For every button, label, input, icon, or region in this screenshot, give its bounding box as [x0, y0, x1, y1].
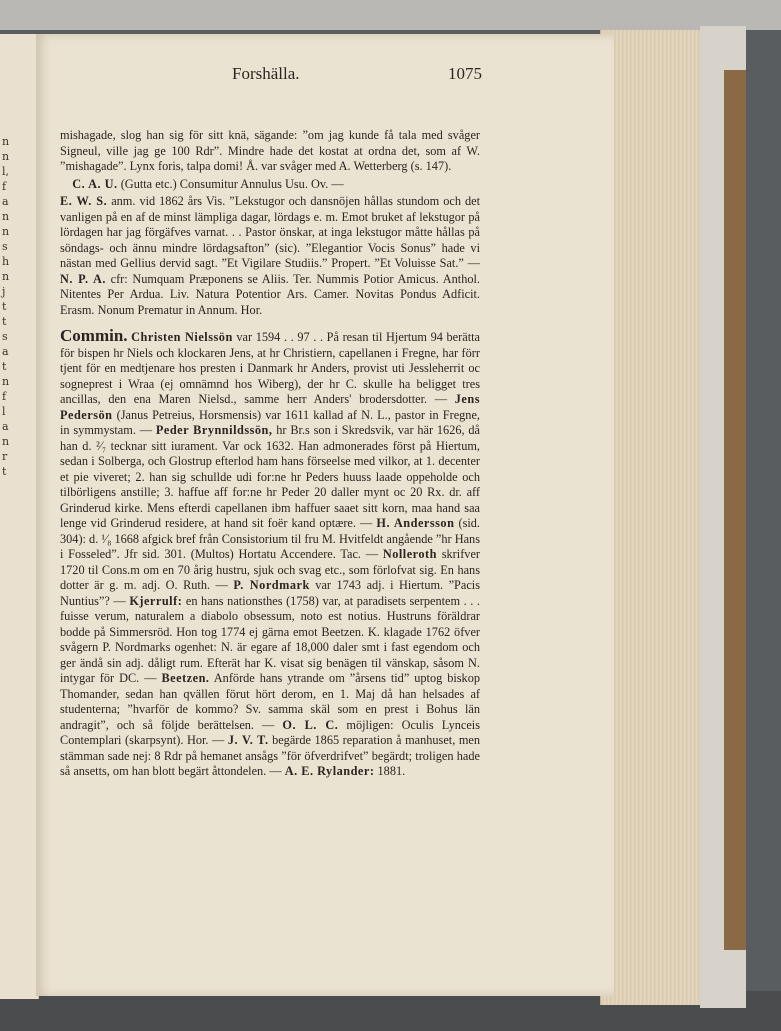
margin-letter: r — [2, 450, 8, 463]
margin-letter: t — [2, 315, 7, 328]
paragraph-text: mishagade, slog han sig för sitt knä, sägande: ”om jag kunde få tala med svåger Signeul, ville jag ge 100 Rdr”. Mindre hade det kostat at ordna det, som af W. ”mishagade”. Lynx foris, talpa domi! Å. var svåger med A. Wetterberg (s. 147). — [60, 128, 480, 173]
entry-text: Anförde hans ytrande om ”årsens tid” uptog biskop Thomander, sedan han qvällen förut hört derom, en 1. Maj då han helsades af studenterna; ”hvarför de kommo? Sv. samma skäl som en prest i Bohus län andragit”, och så följde berättelsen. — — [60, 671, 481, 732]
margin-letter: n — [2, 150, 10, 163]
entry-text: var 1594 . . 97 . . På resan til Hjertum 94 berätta för bispen hr Niels och klockaren Jens, at hr Christiern, capellanen i Fregne, har förr tjent för en medtjenare hos presten i Danmark hr Anders, provist uti Jessleherrit oc sogneprest i Wraa (ej omnämnd hos Wiberg), der hr C. skulle ha beligget tres ancillas, den ena Maren Nielsd., samme herr Anders' brodersdotter. — — [60, 330, 480, 406]
paragraph — [60, 177, 480, 193]
signature-abbrev: C. A. U. — [72, 176, 118, 191]
entry-text: (Janus Petreius, Horsmensis) var 1611 kallad af N. L., pastor in Fregne, in symmystam. — — [60, 407, 480, 437]
margin-letter: n — [2, 210, 10, 223]
margin-letter: n — [2, 375, 10, 388]
margin-letter: f — [2, 180, 7, 193]
paragraph-text: cfr: Numquam Præponens se Aliis. Ter. Nummis Potior Amicus. Anthol. Nitentes Per Ardua. Liv. Natura Potentior Ars. Camer. Novitas Pondus Adficit. Erasm. Nonum Prematur in Annum. Hor. — [60, 271, 480, 317]
margin-letter: s — [2, 240, 8, 253]
person-name: P. Nordmark — [233, 578, 310, 592]
margin-letter: t — [2, 300, 7, 313]
margin-letter: f — [2, 390, 7, 403]
person-name: O. L. C. — [282, 717, 339, 732]
left-page-margin-letters — [2, 134, 16, 479]
margin-letter: j — [2, 285, 6, 298]
margin-letter: n — [2, 225, 10, 238]
person-name: A. E. Rylander: — [284, 764, 375, 778]
page-title: Forshälla. — [232, 64, 300, 83]
margin-letter: t — [2, 360, 7, 373]
margin-letter: a — [2, 420, 9, 433]
person-name: Kjerrulf: — [129, 593, 183, 608]
margin-letter: h — [2, 255, 10, 268]
signature-abbrev: N. P. A. — [60, 271, 106, 286]
person-name: H. Andersson — [376, 516, 455, 530]
page-body — [60, 128, 480, 780]
entry-text: begärde 1865 reparation å manhuset, men stämman sade nej: 8 Rdr på hemanet ansågs ”för öfverdrifvet” begärdt; troligen hade så ansetts, om han blott begärt åttondelen. — — [60, 733, 480, 778]
margin-letter: n — [2, 135, 10, 148]
margin-letter: l — [2, 405, 6, 418]
entry-commin — [60, 328, 480, 780]
page-number: 1075 — [448, 64, 482, 83]
margin-letter: a — [2, 195, 9, 208]
margin-letter: a — [2, 345, 9, 358]
paragraph-text: (Gutta etc.) Consumitur Annulus Usu. Ov. — — [117, 176, 344, 191]
person-name: Peder Brynnildssön, — [155, 423, 273, 437]
left-facing-page — [0, 34, 39, 999]
person-name: Nolleroth — [382, 547, 437, 561]
entry-text: (sid. 304): d. ¹⁄₈ 1668 afgick bref från Consistorium til fru M. Hvitfeldt angående ”hr Hans i Fosseled”. Jfr sid. 301. (Multos) Hortatu Accendere. Tac. — — [60, 516, 480, 561]
paragraph-text: anm. vid 1862 års Vis. ”Lekstugor och dansnöjen hållas stundom och det vanligen på en af de minst lämpliga dagar, lördags e. m. Emot bruket af lekstugor på lördagen har jag förgäfves varnat. . . Pastor önskar, at inga lekstugor måtte hållas på söndags- och ännu mindre lördagsafton” (sic). ”Elegantior Vocis Sonus” hade vi nästan med Gellius dervid sagt. ”Et Vigilare Studiis.” Propert. ”Et Voluisse Sat.” — — [60, 194, 480, 270]
person-name: Christen Nielssön — [131, 330, 233, 344]
entry-text: 1881. — [374, 764, 406, 778]
person-name: J. V. T. — [227, 733, 269, 747]
margin-letter: l, — [2, 165, 10, 178]
entry-text: en hans nationsthes (1758) var, at paradisets serpentem . . . fuisse verum, naturalem a diabolo obsessum, noto est notius. Hustruns föräldrar bodde på Simmersröd. Hon tog 1774 ej gärna emot Beetzen. K. klagade 1762 öfver svågern P. Nordmarks ogenhet: N. är egare af 18,000 daler smt i fast egendom och ger ändå sin adj. dåligt rum. Efterät har K. visat sig benägen til vänskap, såsom N. intygar för DC. — — [60, 593, 480, 685]
margin-letter: t — [2, 465, 7, 478]
margin-letter: n — [2, 435, 10, 448]
scan-background-top — [0, 0, 781, 30]
entry-heading: Commin. — [60, 326, 128, 345]
margin-letter: s — [2, 330, 8, 343]
signature-abbrev: E. W. S. — [60, 194, 108, 208]
spine-leather — [724, 70, 746, 950]
person-name: Jens Pedersön — [60, 392, 480, 422]
paragraph — [60, 128, 480, 175]
paragraph — [60, 194, 480, 318]
person-name: Beetzen. — [161, 671, 210, 685]
margin-letter: n — [2, 270, 10, 283]
entry-text: skrifver 1720 til Cons.m om en 70 årig hustru, sjuk och svag etc., som förlofvat sig. En hans dotter är g. m. adj. O. Ruth. — — [60, 547, 480, 592]
entry-text: hr Br.s son i Skredsvik, var här 1626, då han d. ²⁄₇ tecknar sitt iurament. Var ock 1632. Han admonerades först på Hiertum, sedan i Solberga, och Glostrup efterlod ham hans förseelse med vilkor, at 1. decenter et pie viveret; 2. han sig schullde udi for:ne hr Peders huuss laade oppeholde och tilbörligens anstille; 3. haffue aff for:ne hr Peder 20 daller mynt oc 20 Rx. dr. aff Grinderud kirke. Mens efterdi capellanen ibm haffuer saaet sitt korn, maa hand saa lenge vid Grinderud residere, at hand sit foër kand optære. — — [60, 423, 481, 530]
page-edges — [600, 30, 701, 1005]
page-header — [232, 64, 482, 90]
entry-text: var 1743 adj. i Hiertum. ”Pacis Nuntius”? — — [60, 578, 481, 608]
entry-text: möjligen: Oculis Lynceis Contemplari (skarpsynt). Hor. — — [60, 717, 480, 747]
